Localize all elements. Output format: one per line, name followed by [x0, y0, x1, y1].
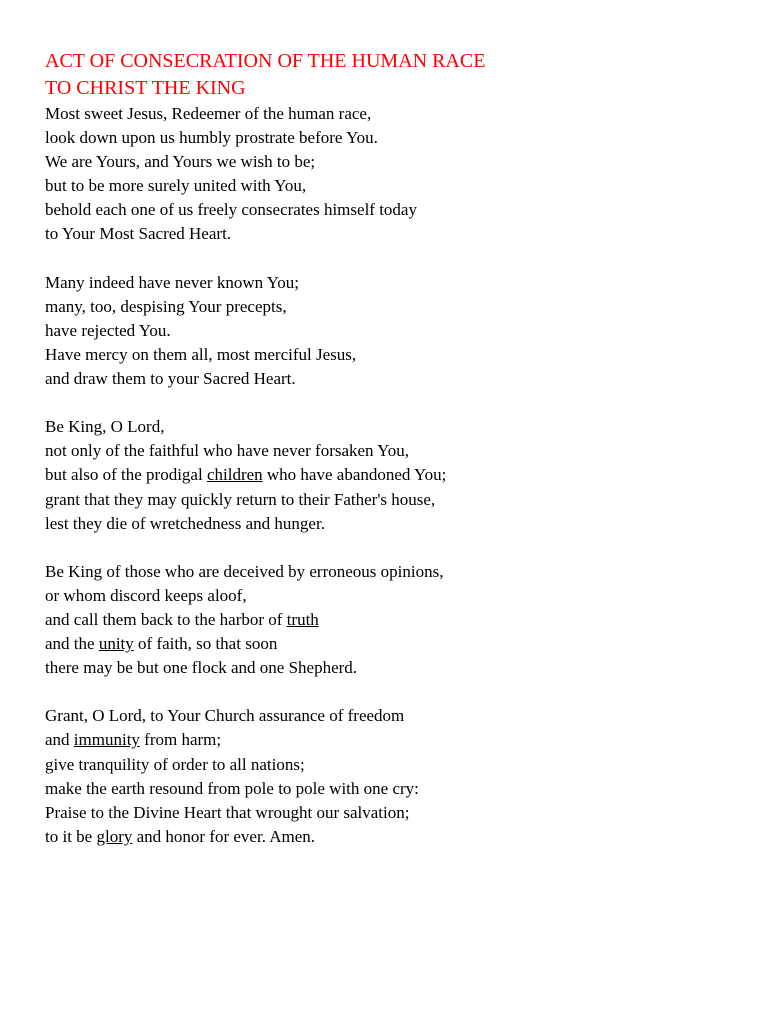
underlined-word: immunity	[73, 730, 140, 750]
stanza	[45, 560, 745, 680]
verse-text: Be King of those who are deceived by erroneous opinions,	[45, 561, 444, 581]
underlined-word: children	[206, 465, 263, 485]
verse-line	[45, 319, 745, 343]
verse-text: Grant, O Lord, to Your Church assurance of freedom	[45, 706, 405, 726]
verse-text: but to be more surely united with You,	[45, 176, 307, 196]
stanza	[45, 271, 745, 391]
verse-text: not only of the faithful who have never forsaken You,	[45, 441, 410, 461]
verse-line	[45, 343, 745, 367]
verse-line	[45, 728, 745, 752]
verse-text: behold each one of us freely consecrates himself today	[45, 200, 417, 220]
verse-line	[45, 801, 745, 825]
verse-text: Most sweet Jesus, Redeemer of the human race,	[45, 104, 372, 123]
verse-line	[45, 174, 745, 198]
verse-text: grant that they may quickly return to their Father's house,	[45, 489, 436, 509]
verse-line	[45, 656, 745, 680]
verse-text: We are Yours, and Yours we wish to be;	[45, 152, 316, 172]
verse-text: Many indeed have never known You;	[45, 272, 300, 292]
verse-text: from harm;	[139, 730, 222, 750]
verse-text: and the	[45, 634, 99, 654]
verse-line	[45, 753, 745, 777]
verse-text: and draw them to your Sacred Heart.	[45, 369, 296, 389]
verse-text: Have mercy on them all, most merciful Jesus,	[45, 344, 357, 364]
verse-text: lest they die of wretchedness and hunger.	[45, 513, 325, 533]
page-title	[45, 48, 745, 102]
verse-line	[45, 463, 745, 487]
verse-line	[45, 512, 745, 536]
document-page	[45, 48, 745, 849]
verse-text: look down upon us humbly prostrate before You.	[45, 128, 378, 148]
verse-line	[45, 560, 745, 584]
verse-line	[45, 126, 745, 150]
stanza	[45, 102, 745, 247]
verse-text: and	[45, 730, 74, 750]
title-line-2: TO CHRIST THE KING	[45, 77, 246, 99]
verse-text: to it be	[45, 826, 97, 846]
verse-text: of faith, so that soon	[133, 634, 278, 654]
verse-line	[45, 825, 745, 849]
verse-line	[45, 488, 745, 512]
underlined-word: truth	[286, 609, 319, 629]
verse-line	[45, 102, 745, 126]
verse-line	[45, 777, 745, 801]
underlined-word: glory	[96, 826, 133, 846]
verse-line	[45, 584, 745, 608]
verse-line	[45, 271, 745, 295]
verse-line	[45, 439, 745, 463]
verse-line	[45, 198, 745, 222]
verse-text: and honor for ever. Amen.	[132, 826, 316, 846]
verse-text: who have abandoned You;	[262, 465, 447, 485]
verse-text: there may be but one flock and one Shepherd.	[45, 658, 358, 678]
verse-text: and call them back to the harbor of	[45, 609, 287, 629]
verse-text: but also of the prodigal	[45, 465, 207, 485]
verse-line	[45, 415, 745, 439]
verse-text: to Your Most Sacred Heart.	[45, 224, 232, 244]
verse-line	[45, 704, 745, 728]
verse-text: have rejected You.	[45, 320, 171, 340]
prayer-body	[45, 102, 745, 849]
verse-line	[45, 150, 745, 174]
title-line-1: ACT OF CONSECRATION OF THE HUMAN RACE	[45, 50, 486, 72]
verse-line	[45, 367, 745, 391]
stanza	[45, 415, 745, 535]
verse-text: make the earth resound from pole to pole with one cry:	[45, 778, 419, 798]
underlined-word: unity	[98, 634, 134, 654]
verse-text: Be King, O Lord,	[45, 417, 165, 437]
verse-line	[45, 632, 745, 656]
verse-text: give tranquility of order to all nations;	[45, 754, 305, 774]
verse-line	[45, 222, 745, 246]
stanza	[45, 704, 745, 849]
verse-line	[45, 295, 745, 319]
verse-text: many, too, despising Your precepts,	[45, 296, 287, 316]
verse-line	[45, 608, 745, 632]
verse-text: Praise to the Divine Heart that wrought our salvation;	[45, 802, 410, 822]
verse-text: or whom discord keeps aloof,	[45, 585, 247, 605]
